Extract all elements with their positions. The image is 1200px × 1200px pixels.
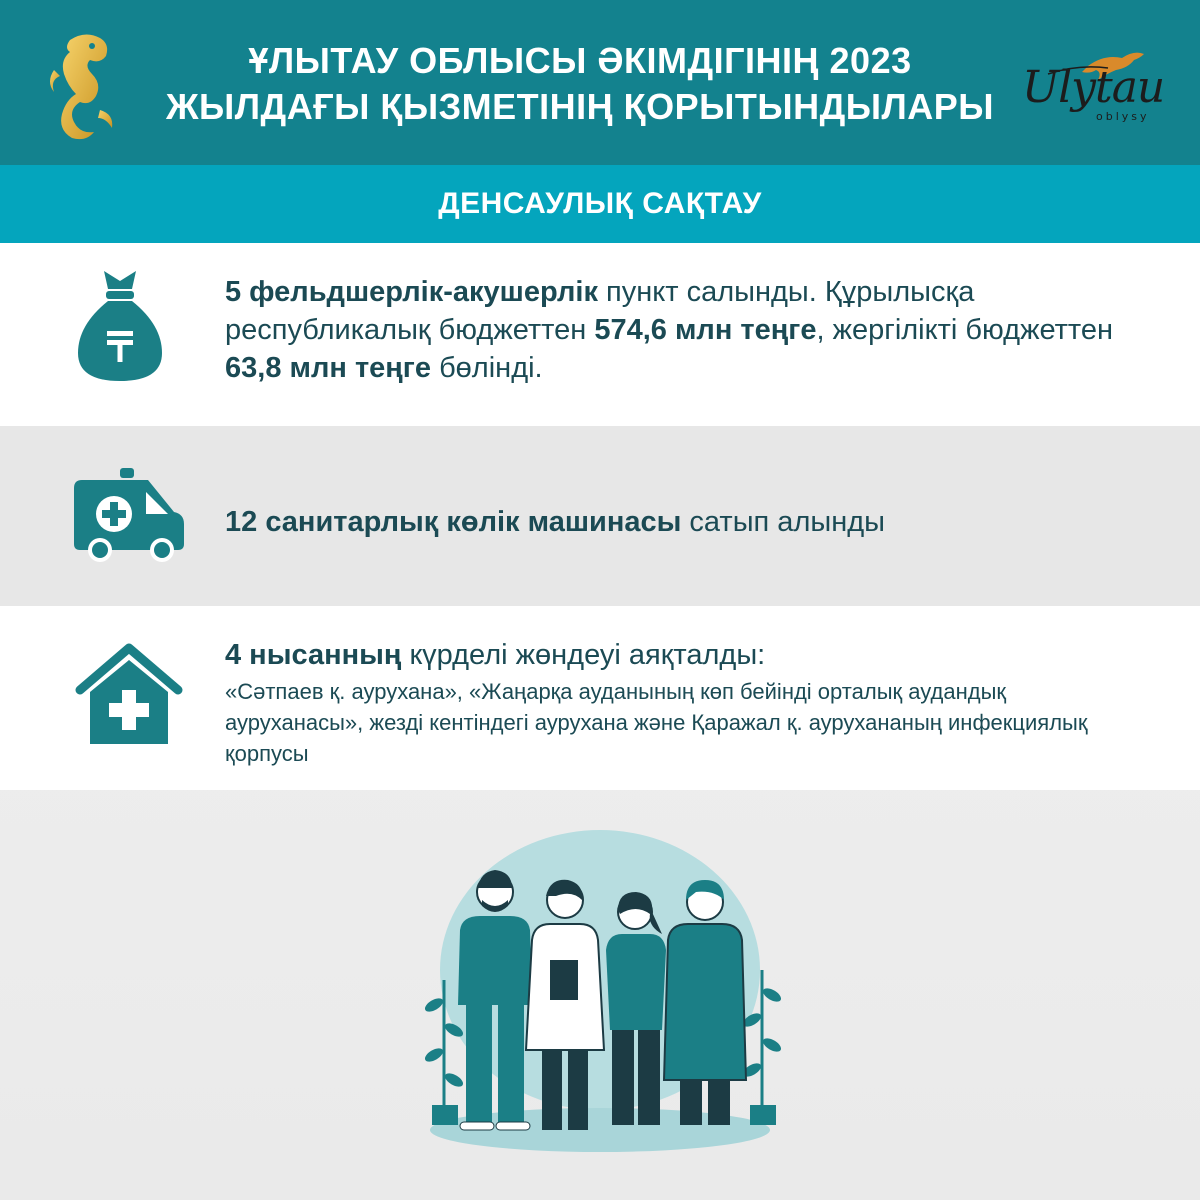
money-bag-tenge-icon — [70, 267, 170, 387]
highlight-text: 63,8 млн теңге — [225, 352, 432, 384]
highlight-text: 5 фельдшерлік-акушерлік — [225, 276, 598, 308]
medical-staff-illustration-icon — [400, 830, 800, 1170]
body-text: сатып алынды — [681, 506, 885, 538]
highlight-text: 12 санитарлық көлік машинасы — [225, 506, 682, 538]
title-line-1: ҰЛЫТАУ ОБЛЫСЫ ӘКІМДІГІНІҢ 2023 — [248, 40, 912, 81]
highlight-text: 4 нысанның — [225, 639, 402, 671]
ulytau-logo — [1018, 44, 1168, 129]
title-line-2: ЖЫЛДАҒЫ ҚЫЗМЕТІНІҢ ҚОРЫТЫНДЫЛАРЫ — [166, 86, 994, 127]
hospital-house-icon — [74, 640, 184, 750]
list-item — [0, 243, 1200, 426]
logo-wordmark: Ulytau — [1022, 62, 1165, 113]
section-title: ДЕНСАУЛЫҚ САҚТАУ — [0, 165, 1200, 243]
item-text — [225, 503, 1165, 541]
item-text — [225, 636, 1165, 674]
logo-subtitle: oblysy — [1096, 110, 1150, 123]
item-text — [225, 273, 1165, 387]
list-item — [0, 426, 1200, 606]
body-text: бөлінді. — [431, 352, 543, 384]
page-title — [130, 38, 1030, 130]
snow-leopard-emblem-icon — [40, 30, 125, 145]
header-banner — [0, 0, 1200, 165]
body-text: күрделі жөндеуі аяқталды: — [401, 639, 766, 671]
ambulance-icon — [70, 464, 190, 564]
body-text: пункт салынды. Құрылысқа республикалық бюджеттен — [225, 276, 975, 346]
item-subtext: «Сәтпаев қ. аурухана», «Жаңарқа ауданының көп бейінді орталық аудандық ауруханасы», жезді кентіндегі аурухана және Қаражал қ. аурухананың инфекциялық қорпусы — [225, 679, 1088, 766]
body-text: , жергілікті бюджеттен — [816, 314, 1114, 346]
list-item — [0, 606, 1200, 790]
highlight-text: 574,6 млн теңге — [594, 314, 817, 346]
